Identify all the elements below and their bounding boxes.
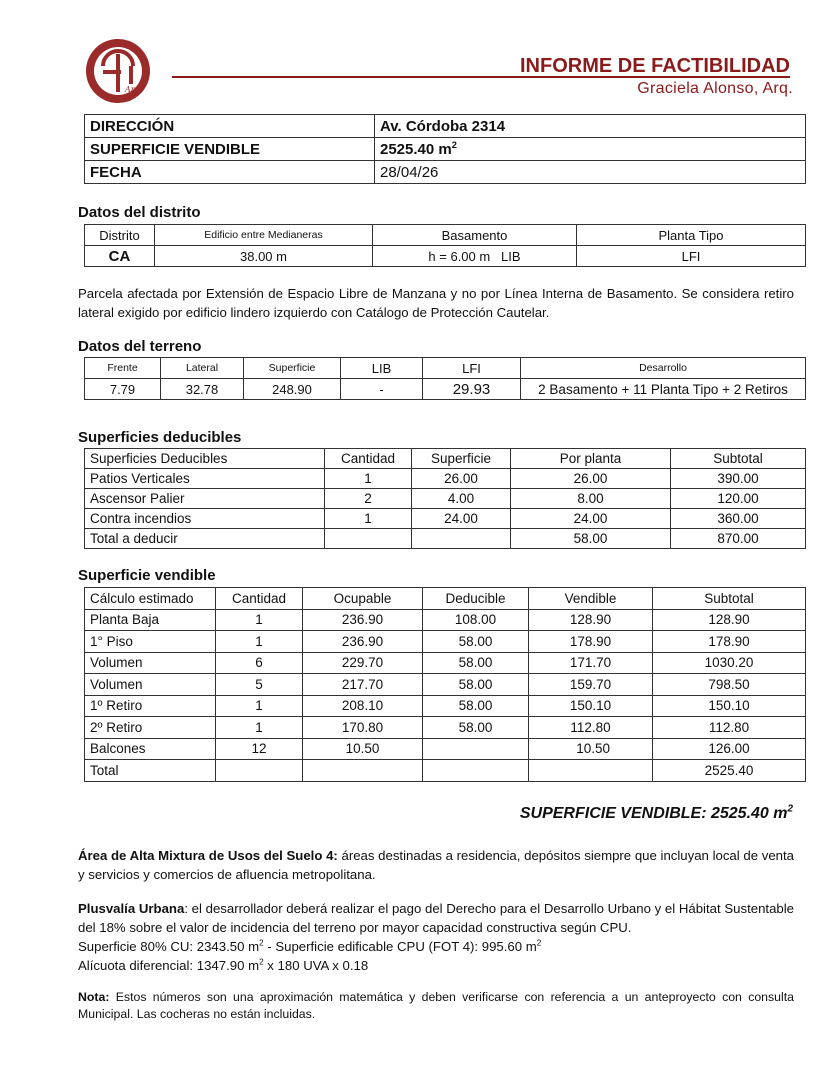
info-value: Av. Córdoba 2314 (375, 115, 806, 138)
table-cell: 1 (216, 631, 303, 653)
table-cell: 150.10 (653, 695, 806, 717)
table-cell: Total a deducir (85, 529, 325, 549)
table-cell: Balcones (85, 738, 216, 760)
table-cell: 1 (325, 509, 412, 529)
table-cell: Volumen (85, 674, 216, 696)
info-label: DIRECCIÓN (85, 115, 375, 138)
table-row (85, 695, 806, 717)
column-header: Subtotal (671, 449, 806, 469)
table-cell: 360.00 (671, 509, 806, 529)
table-cell: 108.00 (423, 609, 529, 631)
table-cell: 58.00 (423, 674, 529, 696)
table-cell: 248.90 (244, 379, 341, 400)
table-cell: 58.00 (423, 717, 529, 739)
table-cell (216, 760, 303, 782)
parcel-note: Parcela afectada por Extensión de Espacio Libre de Manzana y no por Línea Interna de Basamento. Se considera retiro lateral exigido por edificio lindero izquierdo con Catálogo de Protección Cautelar. (78, 286, 794, 320)
table-row (85, 717, 806, 739)
column-header: Superficies Deducibles (85, 449, 325, 469)
table-row (85, 509, 806, 529)
table-cell: 6 (216, 652, 303, 674)
table-cell: Volumen (85, 652, 216, 674)
table-cell: 1 (325, 469, 412, 489)
column-header: Subtotal (653, 588, 806, 610)
table-header-row (85, 225, 806, 246)
table-cell (412, 529, 511, 549)
table-row (85, 161, 806, 184)
table-cell: Patios Verticales (85, 469, 325, 489)
footnote: Nota: Estos números son una aproximación matemática y deben verificarse con referencia a un anteproyecto con consulta Municipal. Las cocheras no están incluidas. (78, 990, 794, 1021)
table-row (85, 652, 806, 674)
column-header: Superficie (412, 449, 511, 469)
table-header-row (85, 588, 806, 610)
table-cell: 38.00 m (155, 246, 373, 267)
property-info-table (84, 114, 806, 184)
table-cell: LFI (577, 246, 806, 267)
table-cell: 12 (216, 738, 303, 760)
column-header: Cálculo estimado (85, 588, 216, 610)
table-row (85, 631, 806, 653)
document-title: INFORME DE FACTIBILIDAD (520, 55, 790, 77)
column-header: Distrito (85, 225, 155, 246)
table-cell: Planta Baja (85, 609, 216, 631)
table-cell: 159.70 (529, 674, 653, 696)
column-header: Lateral (161, 358, 244, 379)
table-cell: 26.00 (412, 469, 511, 489)
column-header: Ocupable (303, 588, 423, 610)
table-cell: 10.50 (303, 738, 423, 760)
table-cell: 112.80 (653, 717, 806, 739)
column-header: Basamento (373, 225, 577, 246)
saleable-total-summary: SUPERFICIE VENDIBLE: 2525.40 $m^2$ (519, 803, 793, 822)
deductible-heading: Superficies deducibles (78, 429, 242, 446)
table-cell: 8.00 (511, 489, 671, 509)
table-cell: 24.00 (511, 509, 671, 529)
table-cell (423, 760, 529, 782)
table-row (85, 138, 806, 161)
table-cell (529, 760, 653, 782)
plusvalia-label: Plusvalía Urbana (78, 901, 185, 916)
zone-label: Área de Alta Mixtura de Usos del Suelo 4: (78, 848, 338, 863)
table-cell: 2525.40 (653, 760, 806, 782)
table-row (85, 674, 806, 696)
table-cell: 170.80 (303, 717, 423, 739)
table-cell: 236.90 (303, 609, 423, 631)
table-cell: - (341, 379, 423, 400)
table-cell: 208.10 (303, 695, 423, 717)
table-cell: 178.90 (653, 631, 806, 653)
table-cell: 26.00 (511, 469, 671, 489)
terrain-heading: Datos del terreno (78, 338, 202, 355)
table-cell: 4.00 (412, 489, 511, 509)
table-row (85, 529, 806, 549)
table-cell: 58.00 (423, 652, 529, 674)
column-header: Planta Tipo (577, 225, 806, 246)
table-cell (303, 760, 423, 782)
column-header: Por planta (511, 449, 671, 469)
table-cell: 870.00 (671, 529, 806, 549)
table-row (85, 246, 806, 267)
table-cell: 390.00 (671, 469, 806, 489)
table-cell: h = 6.00 m LIB (373, 246, 577, 267)
table-row (85, 469, 806, 489)
table-row (85, 379, 806, 400)
logo (83, 36, 153, 106)
table-cell: 1 (216, 609, 303, 631)
table-cell: 58.00 (511, 529, 671, 549)
table-cell: 126.00 (653, 738, 806, 760)
saleable-heading: Superficie vendible (78, 567, 216, 584)
table-cell: 171.70 (529, 652, 653, 674)
table-cell: Ascensor Palier (85, 489, 325, 509)
table-cell: 112.80 (529, 717, 653, 739)
table-cell (325, 529, 412, 549)
deductible-table (84, 448, 806, 549)
table-row (85, 115, 806, 138)
table-cell: 1 (216, 717, 303, 739)
table-cell: 150.10 (529, 695, 653, 717)
column-header: LFI (423, 358, 521, 379)
table-cell: 2 (325, 489, 412, 509)
table-cell: 58.00 (423, 631, 529, 653)
table-cell: 236.90 (303, 631, 423, 653)
terrain-table (84, 357, 806, 400)
table-row (85, 738, 806, 760)
table-cell: 29.93 (423, 379, 521, 400)
footnote-label: Nota: (78, 990, 110, 1004)
column-header: Desarrollo (521, 358, 806, 379)
table-cell: 58.00 (423, 695, 529, 717)
table-cell: 1º Retiro (85, 695, 216, 717)
zone-note: Área de Alta Mixtura de Usos del Suelo 4: áreas destinadas a residencia, depósitos siempre que incluyan local de venta y servicios y comercios de afluencia metropolitana. (78, 848, 794, 882)
table-cell: 1° Piso (85, 631, 216, 653)
info-value: 2525.40 $m^2$ (375, 138, 806, 161)
info-value: 28/04/26 (375, 161, 806, 184)
district-table (84, 224, 806, 267)
table-cell: 5 (216, 674, 303, 696)
table-cell: 178.90 (529, 631, 653, 653)
plusvalia-note (78, 899, 794, 975)
table-cell: 128.90 (529, 609, 653, 631)
table-cell: 10.50 (529, 738, 653, 760)
table-cell: 24.00 (412, 509, 511, 529)
table-cell: 1030.20 (653, 652, 806, 674)
column-header: Cantidad (216, 588, 303, 610)
column-header: Cantidad (325, 449, 412, 469)
table-cell: 2º Retiro (85, 717, 216, 739)
table-cell (423, 738, 529, 760)
table-header-row (85, 358, 806, 379)
table-cell: 229.70 (303, 652, 423, 674)
table-cell: 7.79 (85, 379, 161, 400)
column-header: Deducible (423, 588, 529, 610)
table-cell: 2 Basamento + 11 Planta Tipo + 2 Retiros (521, 379, 806, 400)
table-row (85, 489, 806, 509)
column-header: Vendible (529, 588, 653, 610)
column-header: Frente (85, 358, 161, 379)
saleable-table (84, 587, 806, 782)
table-header-row (85, 449, 806, 469)
table-cell: Total (85, 760, 216, 782)
info-label: SUPERFICIE VENDIBLE (85, 138, 375, 161)
info-label: FECHA (85, 161, 375, 184)
svg-text:Arq: Arq (125, 85, 140, 94)
table-cell: 1 (216, 695, 303, 717)
table-cell: 798.50 (653, 674, 806, 696)
district-heading: Datos del distrito (78, 204, 201, 221)
plusvalia-paragraph: Plusvalía Urbana: el desarrollador deberá realizar el pago del Derecho para el Desarrollo Urbano y el Hábitat Sustentable del 18% sobre el valor de incidencia del terreno por mayor capacidad constructiva según CPU. (78, 901, 794, 935)
table-cell: 120.00 (671, 489, 806, 509)
district-code: CA (85, 246, 155, 267)
table-cell: 217.70 (303, 674, 423, 696)
author-name: Graciela Alonso, Arq. (637, 80, 793, 97)
table-cell: 128.90 (653, 609, 806, 631)
column-header: Edificio entre Medianeras (155, 225, 373, 246)
column-header: LIB (341, 358, 423, 379)
plusvalia-surface-line: Superficie 80% CU: 2343.50 $m^2$ - Superficie edificable CPU (FOT 4): 995.60 $m^2$ (78, 938, 542, 954)
table-row (85, 609, 806, 631)
plusvalia-rate-line: Alícuota diferencial: 1347.90 $m^2$ x 180 UVA x 0.18 (78, 957, 369, 973)
table-cell: 32.78 (161, 379, 244, 400)
table-row (85, 760, 806, 782)
column-header: Superficie (244, 358, 341, 379)
table-cell: Contra incendios (85, 509, 325, 529)
